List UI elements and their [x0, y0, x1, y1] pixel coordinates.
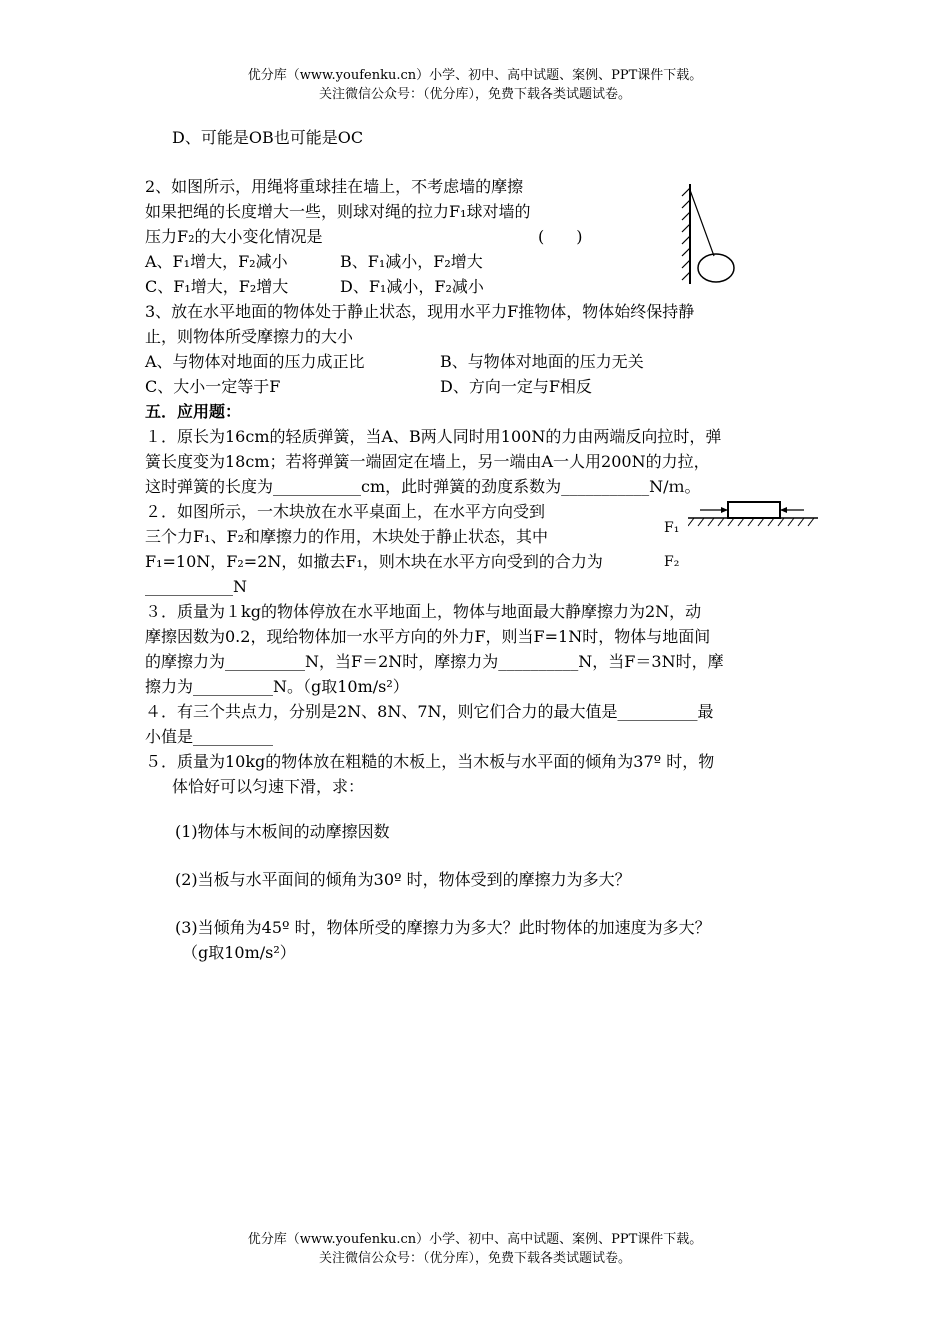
a2-line-1: ２．如图所示，一木块放在水平桌面上，在水平方向受到 — [145, 502, 546, 521]
a2-label-f1: F₁ — [664, 520, 680, 536]
footer-line-1: 优分库（www.youfenku.cn）小学、初中、高中试题、案例、PPT课件下载。 — [247, 1232, 703, 1247]
a2-line-4: ___________N — [145, 577, 247, 596]
q3-option-b: B、与物体对地面的压力无关 — [440, 352, 644, 371]
a3-line-1: ３．质量为１kg的物体停放在水平地面上，物体与地面最大静摩擦力为2N，动 — [145, 602, 702, 621]
a2-label-f2: F₂ — [664, 554, 680, 570]
block-on-table-figure — [688, 496, 818, 532]
header-line-1: 优分库（www.youfenku.cn）小学、初中、高中试题、案例、PPT课件下载。 — [247, 68, 703, 83]
a2-line-2: 三个力F₁、F₂和摩擦力的作用，木块处于静止状态，其中 — [145, 527, 549, 546]
a4-line-2: 小值是__________ — [145, 727, 274, 746]
a5-line-1: ５．质量为10kg的物体放在粗糙的木板上，当木板与水平面的倾角为37º 时，物 — [145, 752, 715, 771]
a1-line-3: 这时弹簧的长度为___________cm，此时弹簧的劲度系数为___________N/ｍ。 — [145, 477, 701, 496]
q2-option-c: C、F₁增大，F₂增大 — [145, 277, 289, 296]
header-line-2: 关注微信公众号：（优分库），免费下载各类试题试卷。 — [318, 87, 631, 102]
a1-line-1: １．原长为16cm的轻质弹簧，当A、B两人同时用100N的力由两端反向拉时，弹 — [145, 427, 722, 446]
q3-option-a: A、与物体对地面的压力成正比 — [145, 352, 365, 371]
q3-line-1: 3、放在水平地面的物体处于静止状态，现用水平力F推物体，物体始终保持静 — [145, 302, 695, 321]
a3-line-4: 擦力为__________N。（g取10m/s²） — [145, 677, 409, 696]
q2-line-1: 2、如图所示，用绳将重球挂在墙上，不考虑墙的摩擦 — [145, 177, 524, 196]
q2-option-b: B、F₁减小，F₂增大 — [340, 252, 483, 271]
q2-option-d: D、F₁减小，F₂减小 — [340, 277, 484, 296]
q1-option-d: D、可能是OB也可能是OC — [172, 128, 364, 147]
q2-line-3: 压力F₂的大小变化情况是 — [145, 227, 323, 246]
a5-line-2: 体恰好可以匀速下滑，求： — [172, 777, 365, 796]
hanging-ball-figure — [670, 180, 750, 290]
section-title: 五．应用题： — [145, 402, 242, 421]
a5-sub-3-note: （g取10m/s²） — [182, 943, 296, 962]
a3-line-3: 的摩擦力为__________N，当F＝2N时，摩擦力为__________N，当F＝3N时，摩 — [145, 652, 724, 671]
a5-sub-2: (2)当板与水平面间的倾角为30º 时，物体受到的摩擦力为多大？ — [175, 870, 631, 889]
a1-line-2: 簧长度变为18cm；若将弹簧一端固定在墙上，另一端由A一人用200N的力拉， — [145, 452, 710, 471]
q2-answer-bracket: ( ) — [538, 227, 583, 246]
a5-sub-1: (1)物体与木板间的动摩擦因数 — [175, 822, 390, 841]
a5-sub-3: (3)当倾角为45º 时，物体所受的摩擦力为多大？此时物体的加速度为多大？ — [175, 918, 711, 937]
q2-line-2: 如果把绳的长度增大一些，则球对绳的拉力F₁球对墙的 — [145, 202, 531, 221]
a4-line-1: ４．有三个共点力，分别是2N、8N、7N，则它们合力的最大值是__________最 — [145, 702, 714, 721]
footer-line-2: 关注微信公众号：（优分库），免费下载各类试题试卷。 — [318, 1251, 631, 1266]
q3-option-d: D、方向一定与F相反 — [440, 377, 592, 396]
q3-option-c: C、大小一定等于F — [145, 377, 281, 396]
q2-option-a: A、F₁增大，F₂减小 — [145, 252, 288, 271]
a3-line-2: 摩擦因数为0.2，现给物体加一水平方向的外力F，则当F=1N时，物体与地面间 — [145, 627, 711, 646]
q3-line-2: 止，则物体所受摩擦力的大小 — [145, 327, 354, 346]
a2-line-3: F₁=10N，F₂=2N，如撤去F₁，则木块在水平方向受到的合力为 — [145, 552, 603, 571]
